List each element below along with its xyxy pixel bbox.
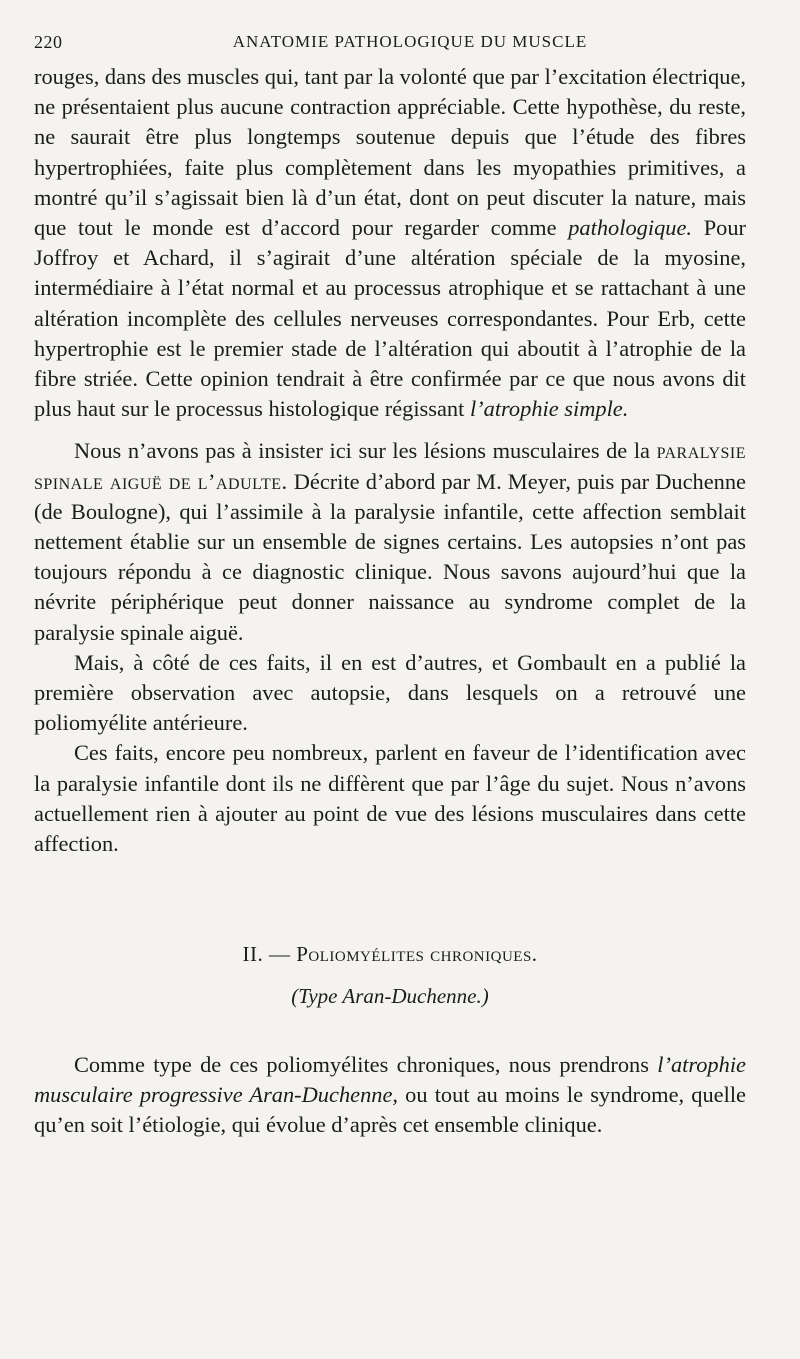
paragraph-1-text-a: rouges, dans des muscles qui, tant par la volonté que par l’excitation électrique, ne présentaient plus aucune contraction appréciable. Cette hypothèse, du reste, ne saurait être plus longtemps soutenue depuis que l’étude des fibres hypertrophiées, faite plus complètement dans les myopathies primitives, a montré qu’il s’agissait bien là d’un état, dont on peut discuter la nature, mais que tout le monde est d’accord pour regarder comme xyxy=(34,64,746,241)
paragraph-1-emphasis-atrophie: l’atrophie simple. xyxy=(469,396,629,422)
paragraph-2-smallcaps-term: paralysie spinale aiguë de l’adulte. xyxy=(34,438,746,494)
paragraph-4: Ces faits, encore peu nombreux, parlent en faveur de l’identification avec la paralysie infantile dont ils ne diffèrent que par l’âge du sujet. Nous n’avons actuellement rien à ajouter au point de vue des lésions musculaires dans cette affection. xyxy=(34,740,746,857)
paragraph-2-text-b: Décrite d’abord par M. Meyer, puis par Duchenne (de Boulogne), qui l’assimile à la paralysie infantile, cette affection semblait nettement établie sur un ensemble de signes certains. Les autopsies n’ont pas toujours répondu à ce diagnostic clinique. Nous savons aujourd’hui que la névrite périphérique peut donner naissance au syndrome complet de la paralysie spinale aiguë. xyxy=(34,468,746,645)
page-number: 220 xyxy=(34,32,63,52)
paragraph-1-text-b: Pour Joffroy et Achard, il s’agirait d’une altération spéciale de la myosine, intermédiaire à l’état normal et au processus atrophique et se rattachant à une altération incomplète des cellules nerveuses correspondantes. Pour Erb, cette hypertrophie est le premier stade de l’altération qui aboutit à l’atrophie de la fibre striée. Cette opinion tendrait à être confirmée par ce que nous avons dit plus haut sur le processus histologique régissant xyxy=(34,215,746,422)
paragraph-5-text-b: ou tout au moins le syndrome, quelle qu’en soit l’étiologie, qui évolue d’après cet ensemble clinique. xyxy=(34,1081,746,1138)
paragraph-5-emphasis: l’atrophie musculaire progressive Aran-Duchenne, xyxy=(34,1051,746,1107)
paragraph-5 xyxy=(34,1050,746,1141)
paragraph-5-text-a: Comme type de ces poliomyélites chroniques, nous prendrons xyxy=(74,1051,658,1077)
paragraph-3: Mais, à côté de ces faits, il en est d’autres, et Gombault en a publié la première observation avec autopsie, dans lesquels on a retrouvé une poliomyélite antérieure. xyxy=(34,649,746,736)
section-numeral: II. — xyxy=(242,942,297,967)
running-head xyxy=(34,28,746,62)
section-subtitle: (Type Aran-Duchenne.) xyxy=(291,984,489,1009)
body-text xyxy=(34,62,746,1140)
paragraph-2-text-a: Nous n’avons pas à insister ici sur les lésions musculaires de la xyxy=(74,438,657,464)
paragraph-1-emphasis-pathologique: pathologique. xyxy=(568,215,692,241)
paragraph-1 xyxy=(34,62,746,424)
running-title: ANATOMIE PATHOLOGIQUE DU MUSCLE xyxy=(232,32,588,51)
paragraph-2 xyxy=(34,436,746,647)
section-title: Poliomyélites chroniques. xyxy=(296,942,538,967)
section-heading xyxy=(34,939,746,969)
